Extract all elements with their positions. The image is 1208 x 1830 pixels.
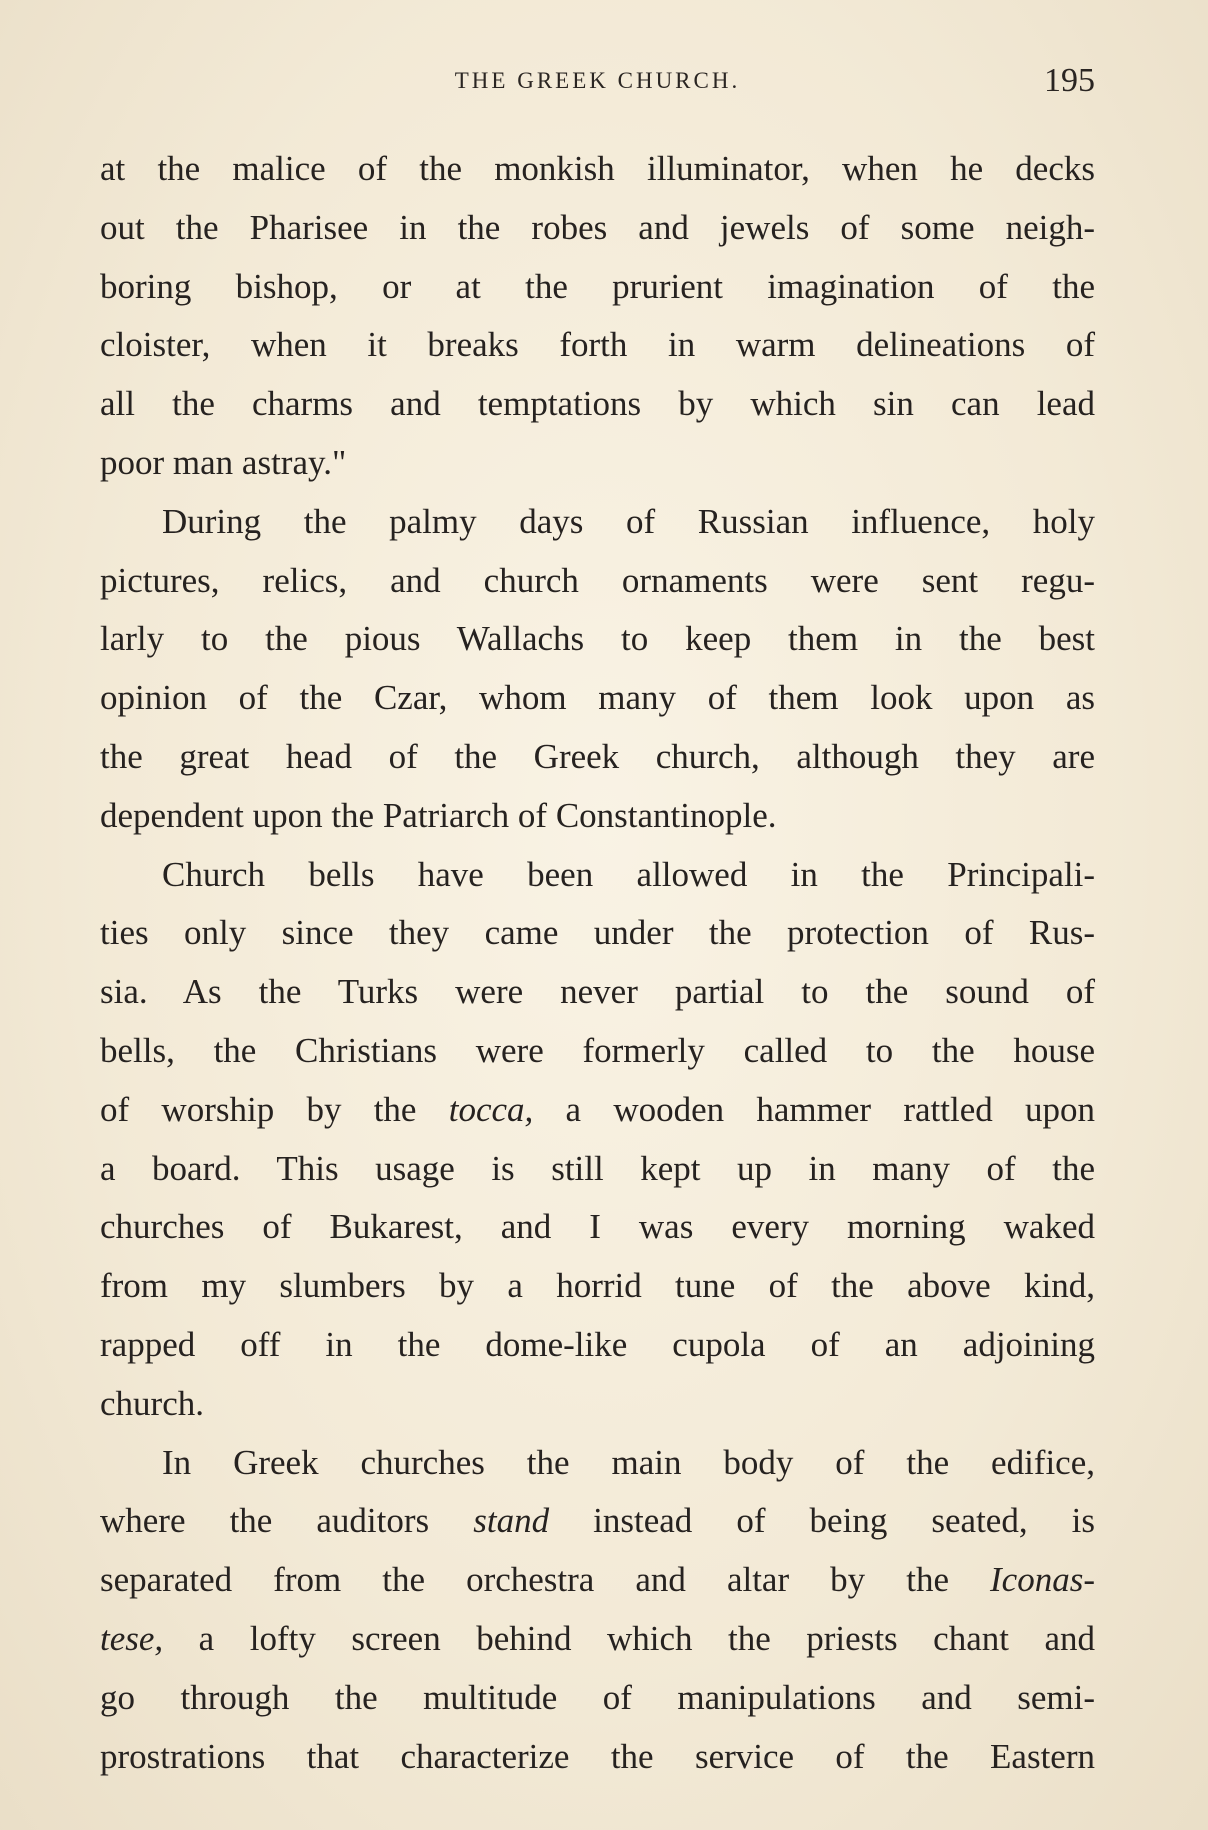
text-line: prostrations that characterize the service of the Eastern <box>100 1736 1095 1776</box>
text-run: separated from the orchestra and altar by the <box>100 1560 991 1600</box>
text-line: at the malice of the monkish illuminator, when he decks <box>100 149 1095 188</box>
text-line: ties only since they came under the protection of Rus- <box>100 913 1095 953</box>
text-line <box>100 1551 1095 1610</box>
body-text <box>100 140 1095 1786</box>
text-line: all the charms and temptations by which sin can lead <box>100 384 1095 424</box>
running-title: THE GREEK CHURCH. <box>454 68 741 93</box>
text-line <box>100 1081 1095 1140</box>
text-line: bells, the Christians were formerly called to the house <box>100 1030 1095 1070</box>
running-head <box>100 62 1095 102</box>
text-line: church. <box>100 1383 204 1423</box>
paragraph <box>100 140 1095 493</box>
italic-term: Iconas- <box>990 1560 1095 1600</box>
text-line: larly to the pious Wallachs to keep them in the best <box>100 619 1095 659</box>
italic-term: stand <box>473 1501 550 1541</box>
paragraph <box>100 1434 1095 1787</box>
text-line: boring bishop, or at the prurient imagination of the <box>100 266 1095 306</box>
text-line: cloister, when it breaks forth in warm delineations of <box>100 325 1095 365</box>
text-line: churches of Bukarest, and I was every morning waked <box>100 1207 1095 1247</box>
text-line: the great head of the Greek church, although they are <box>100 736 1095 776</box>
text-line <box>100 1492 1095 1551</box>
text-line: from my slumbers by a horrid tune of the above kind, <box>100 1266 1095 1306</box>
italic-term: tese, <box>100 1618 164 1658</box>
text-run: instead of being seated, is <box>549 1501 1095 1541</box>
text-line: opinion of the Czar, whom many of them look upon as <box>100 678 1095 718</box>
text-run: a lofty screen behind which the priests chant and <box>163 1618 1095 1658</box>
text-line: a board. This usage is still kept up in many of the <box>100 1148 1095 1188</box>
italic-term: tocca, <box>448 1089 534 1129</box>
text-line: pictures, relics, and church ornaments were sent regu- <box>100 560 1095 600</box>
text-run: a wooden hammer rattled upon <box>533 1089 1095 1129</box>
text-line: go through the multitude of manipulations and semi- <box>100 1677 1095 1717</box>
text-run: of worship by the <box>100 1089 449 1129</box>
text-line: dependent upon the Patriarch of Constantinople. <box>100 795 777 835</box>
text-line: Church bells have been allowed in the Principali- <box>162 854 1095 894</box>
text-line: rapped off in the dome-like cupola of an adjoining <box>100 1324 1095 1364</box>
text-line: out the Pharisee in the robes and jewels of some neigh- <box>100 207 1095 247</box>
text-line <box>100 1610 1095 1669</box>
text-line: During the palmy days of Russian influence, holy <box>162 501 1095 541</box>
page-number: 195 <box>1044 62 1095 99</box>
text-line: In Greek churches the main body of the edifice, <box>162 1442 1095 1482</box>
paragraph <box>100 846 1095 1434</box>
text-run: where the auditors <box>100 1501 474 1541</box>
paragraph <box>100 493 1095 846</box>
text-line: sia. As the Turks were never partial to the sound of <box>100 972 1095 1012</box>
text-line: poor man astray." <box>100 442 347 482</box>
